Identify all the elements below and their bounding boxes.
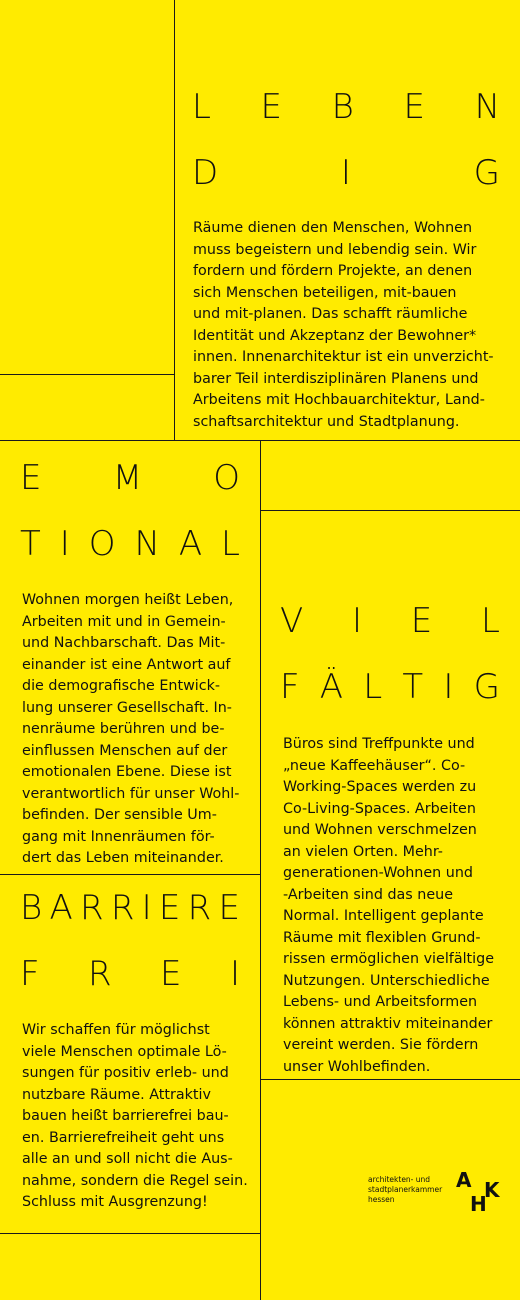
- heading-letter: R: [110, 888, 135, 928]
- heading-letter: E: [403, 87, 425, 127]
- heading-letter: V: [280, 601, 304, 641]
- heading-letter: R: [87, 954, 112, 994]
- grid-line: [260, 1079, 520, 1080]
- text-vielfaeltig: Büros sind Treffpunkte und „neue Kaffeehäuser“. Co- Working-Spaces werden zu Co-Living-Spaces. Arbeiten und Wohnen verschmelzen an vielen Orten. Mehr- generationen-Wohnen und -Arbeiten sind das neue Normal. Intelligent geplante Räume mit flexiblen Grund- rissen ermöglichen vielfältige Nutzungen. Unterschiedliche Lebens- und Arbeitsformen können attraktiv miteinander vereint werden. Sie fördern unser Wohlbefinden.: [283, 736, 495, 1075]
- heading-letter: D: [192, 153, 219, 193]
- text-emotional: Wohnen morgen heißt Leben, Arbeiten mit und in Gemein- und Nachbarschaft. Das Mit- einander ist eine Antwort auf die demografische Entwick- lung unserer Gesellschaft. In- nenräume berühren und be- einflussen Menschen auf der emotionalen Ebene. Diese ist verantwortlich für unser Wohl- befinden. Der sensible Um- gang mit Innenräumen för- dert das Leben miteinander.: [22, 592, 240, 866]
- grid-line: [260, 510, 520, 511]
- heading-letter: E: [160, 954, 182, 994]
- heading-letter: I: [340, 153, 351, 193]
- grid-line: [174, 0, 175, 440]
- logo-letter-a: A: [456, 1168, 472, 1192]
- heading-letter: E: [218, 888, 240, 928]
- heading-letter: I: [141, 888, 152, 928]
- grid-line: [260, 440, 261, 1300]
- heading-vielfaeltig-line2: [280, 667, 500, 707]
- heading-letter: L: [363, 667, 383, 707]
- heading-letter: T: [20, 524, 41, 564]
- heading-barrierefrei-line2: [20, 954, 240, 994]
- heading-letter: I: [352, 601, 363, 641]
- grid-line: [0, 874, 260, 875]
- heading-letter: F: [280, 667, 300, 707]
- logo-text: architekten- und stadtplanerkammer hessen: [368, 1175, 443, 1204]
- heading-letter: A: [178, 524, 203, 564]
- heading-letter: E: [260, 87, 283, 127]
- logo-letter-k: K: [484, 1178, 500, 1202]
- heading-letter: G: [473, 153, 500, 193]
- heading-letter: M: [112, 458, 143, 498]
- heading-letter: L: [192, 87, 211, 127]
- heading-letter: G: [473, 667, 500, 707]
- heading-letter: N: [474, 87, 500, 127]
- heading-letter: F: [20, 954, 40, 994]
- heading-letter: A: [49, 888, 73, 928]
- heading-letter: E: [410, 601, 433, 641]
- heading-letter: I: [443, 667, 454, 707]
- heading-letter: I: [59, 524, 70, 564]
- heading-letter: T: [402, 667, 424, 707]
- heading-emotional-line1: [20, 458, 240, 498]
- text-barrierefrei: Wir schaffen für möglichst viele Menschen optimale Lö- sungen für positiv erleb- und nutzbare Räume. Attraktiv bauen heißt barrierefrei bau- en. Barrierefreiheit geht uns alle an und soll nicht die Aus- nahme, sondern die Regel sein. Schluss mit Ausgrenzung!: [22, 1022, 248, 1210]
- heading-letter: B: [20, 888, 43, 928]
- heading-letter: E: [158, 888, 181, 928]
- heading-letter: Ä: [319, 667, 344, 707]
- heading-letter: I: [229, 954, 240, 994]
- logo-letter-h: H: [470, 1192, 487, 1216]
- heading-vielfaeltig-line1: [280, 601, 500, 641]
- heading-letter: L: [481, 601, 500, 641]
- heading-letter: R: [79, 888, 104, 928]
- heading-letter: N: [134, 524, 160, 564]
- grid-line: [0, 1233, 260, 1234]
- heading-letter: R: [187, 888, 212, 928]
- heading-letter: O: [213, 458, 240, 498]
- heading-letter: O: [88, 524, 116, 564]
- grid-line: [0, 374, 174, 375]
- text-lebendig: Räume dienen den Menschen, Wohnen muss begeistern und lebendig sein. Wir fordern und fördern Projekte, an denen sich Menschen beteiligen, mit-bauen und mit-planen. Das schafft räumliche Identität und Akzeptanz der Bewohner* innen. Innenarchitektur ist ein unverzicht- barer Teil interdisziplinären Planens und Arbeitens mit Hochbauarchitektur, Land- schaftsarchitektur und Stadtplanung.: [193, 220, 494, 430]
- heading-emotional-line2: [20, 524, 240, 564]
- heading-barrierefrei-line1: [20, 888, 240, 928]
- heading-lebendig-line1: [192, 87, 500, 127]
- heading-lebendig-line2: [192, 153, 500, 193]
- heading-letter: L: [221, 524, 240, 564]
- heading-letter: B: [331, 87, 354, 127]
- heading-letter: E: [20, 458, 42, 498]
